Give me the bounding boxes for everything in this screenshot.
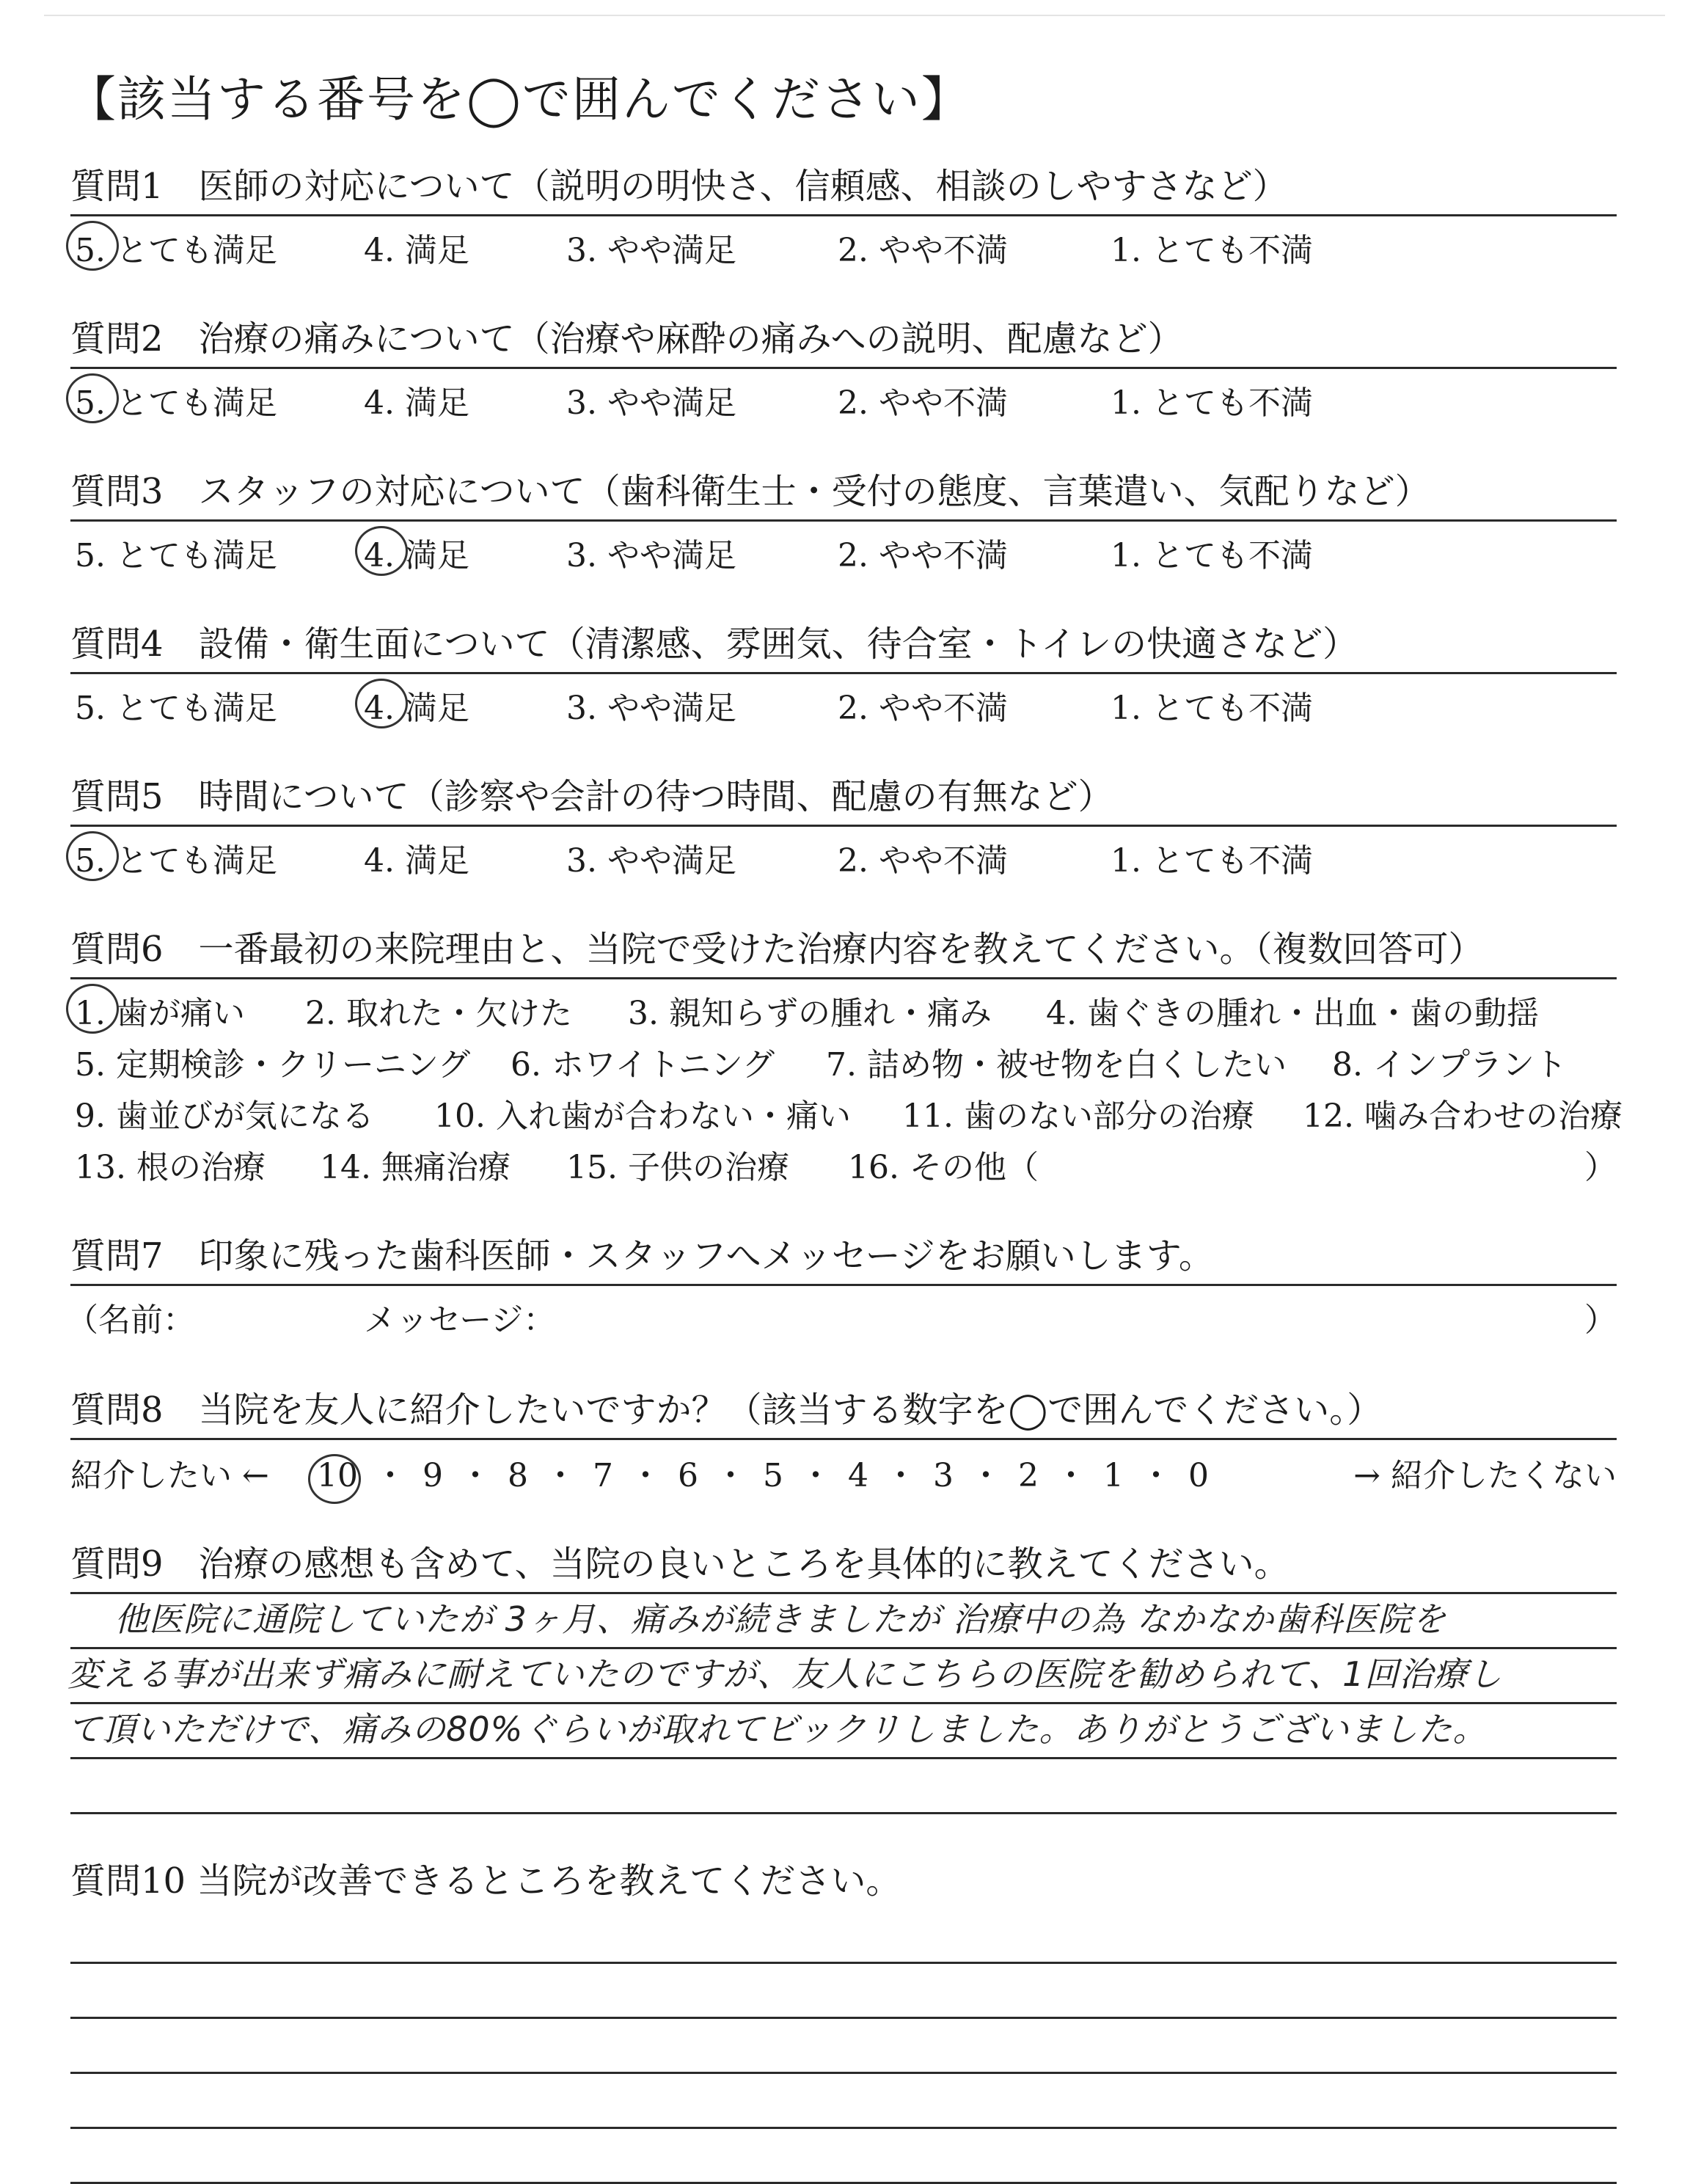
blank-answer-line xyxy=(70,1759,1617,1814)
question-5 xyxy=(70,764,1617,881)
question-6 xyxy=(70,917,1623,1186)
rating-option-selected[interactable]: 4. 満足 xyxy=(364,682,469,728)
scale-separator: ・ xyxy=(714,1457,747,1494)
rating-option[interactable]: 4. 満足 xyxy=(364,384,469,422)
question-8 xyxy=(70,1378,1617,1494)
close-paren: ） xyxy=(1584,1301,1617,1339)
question-title: 質問2 治療の痛みについて（治療や麻酔の痛みへの説明、配慮など） xyxy=(70,318,1183,359)
question-title: 質問1 医師の対応について（説明の明快さ、信頼感、相談のしやすさなど） xyxy=(70,166,1288,207)
rating-option[interactable]: 3. やや満足 xyxy=(566,842,736,880)
rating-option[interactable]: 5. とても満足 xyxy=(75,537,277,574)
top-border xyxy=(44,15,1665,16)
blank-answer-line xyxy=(70,2019,1617,2074)
question-9 xyxy=(67,1532,1617,1814)
reason-option[interactable]: 7. 詰め物・被せ物を白くしたい xyxy=(826,1046,1287,1084)
rating-option[interactable]: 3. やや満足 xyxy=(566,384,736,422)
answer-area xyxy=(67,1592,1617,1759)
name-label: （名前： xyxy=(66,1301,195,1339)
rating-option[interactable]: 3. やや満足 xyxy=(566,690,736,727)
scale-separator: ・ xyxy=(1055,1457,1087,1494)
recommend-scale xyxy=(70,1440,1617,1494)
reason-option[interactable]: 5. 定期検診・クリーニング xyxy=(75,1046,471,1084)
scale-separator: ・ xyxy=(1140,1457,1172,1494)
close-paren: ） xyxy=(1584,1149,1617,1186)
handwritten-answer-text: て頂いただけで、痛みの80%ぐらいが取れてビックリしました。ありがとうございました。 xyxy=(67,1709,1488,1749)
scale-separator: ・ xyxy=(374,1457,406,1494)
scale-number[interactable]: 6 xyxy=(678,1457,698,1494)
reason-row xyxy=(70,1141,1617,1185)
answer-line xyxy=(70,1594,1617,1649)
rating-option-selected[interactable]: 5. とても満足 xyxy=(75,834,277,881)
question-title: 質問3 スタッフの対応について（歯科衛生士・受付の態度、言葉遣い、気配りなど） xyxy=(70,471,1430,512)
reason-option[interactable]: 11. 歯のない部分の治療 xyxy=(902,1098,1254,1135)
reason-option[interactable]: 9. 歯並びが気になる xyxy=(75,1098,374,1135)
reason-option[interactable]: 4. 歯ぐきの腫れ・出血・歯の動揺 xyxy=(1046,995,1539,1032)
reason-row xyxy=(70,1038,1617,1082)
scale-number[interactable]: 2 xyxy=(1018,1457,1039,1494)
rating-option[interactable]: 2. やや不満 xyxy=(838,842,1008,880)
rating-option[interactable]: 4. 満足 xyxy=(364,232,469,269)
handwritten-answer-text: 変える事が出来ず痛みに耐えていたのですが、友人にこちらの医院を勧められて、1回治療し xyxy=(67,1654,1503,1694)
rating-option-selected[interactable]: 5. とても満足 xyxy=(75,376,277,423)
scale-separator: ・ xyxy=(459,1457,491,1494)
rating-option[interactable]: 1. とても不満 xyxy=(1111,842,1313,880)
rating-option-selected[interactable]: 5. とても満足 xyxy=(75,224,277,271)
question-1 xyxy=(70,154,1617,271)
reason-row xyxy=(70,1089,1623,1135)
scale-right-label: → 紹介したくない xyxy=(1353,1457,1617,1494)
scale-left-label: 紹介したい ← xyxy=(70,1457,269,1494)
rating-option[interactable]: 1. とても不満 xyxy=(1111,537,1313,574)
reason-option[interactable]: 13. 根の治療 xyxy=(75,1149,266,1186)
blank-answer-line xyxy=(70,2074,1617,2129)
reason-row xyxy=(70,987,1617,1031)
question-title: 質問6 一番最初の来院理由と、当院で受けた治療内容を教えてください。（複数回答可） xyxy=(70,929,1484,970)
scale-number[interactable]: 5 xyxy=(763,1457,783,1494)
rating-option[interactable]: 2. やや不満 xyxy=(838,537,1008,574)
reason-option[interactable]: 6. ホワイトニング xyxy=(511,1046,775,1084)
scale-number[interactable]: 0 xyxy=(1188,1457,1209,1494)
reason-option[interactable]: 2. 取れた・欠けた xyxy=(305,995,572,1032)
rating-option-selected[interactable]: 4. 満足 xyxy=(364,529,469,576)
question-title: 質問9 治療の感想も含めて、当院の良いところを具体的に教えてください。 xyxy=(70,1544,1290,1585)
reason-option-selected[interactable]: 1. 歯が痛い xyxy=(75,987,245,1034)
reason-option[interactable]: 16. その他（ xyxy=(848,1149,1039,1186)
question-title: 質問5 時間について（診察や会計の待つ時間、配慮の有無など） xyxy=(70,776,1113,817)
scale-separator: ・ xyxy=(544,1457,577,1494)
rating-option[interactable]: 1. とても不満 xyxy=(1111,384,1313,422)
scale-number[interactable]: 3 xyxy=(933,1457,954,1494)
rating-option[interactable]: 1. とても不満 xyxy=(1111,232,1313,269)
rating-option[interactable]: 5. とても満足 xyxy=(75,690,277,727)
handwritten-answer-text: 他医院に通院していたが 3ヶ月、痛みが続きましたが 治療中の為 なかなか歯科医院を xyxy=(114,1599,1447,1639)
rating-option[interactable]: 4. 満足 xyxy=(364,842,469,880)
scale-number[interactable]: 8 xyxy=(508,1457,528,1494)
question-10 xyxy=(70,1849,1617,2184)
scale-separator: ・ xyxy=(629,1457,662,1494)
answer-line xyxy=(67,1649,1617,1704)
question-3 xyxy=(70,459,1617,576)
blank-answer-line xyxy=(70,1964,1617,2019)
rating-option[interactable]: 3. やや満足 xyxy=(566,232,736,269)
scale-separator: ・ xyxy=(970,1457,1002,1494)
question-title: 質問7 印象に残った歯科医師・スタッフへメッセージをお願いします。 xyxy=(70,1235,1214,1277)
rating-option[interactable]: 2. やや不満 xyxy=(838,690,1008,727)
reason-option[interactable]: 15. 子供の治療 xyxy=(566,1149,789,1186)
scale-number-selected[interactable]: 10 xyxy=(317,1457,358,1494)
rating-option[interactable]: 3. やや満足 xyxy=(566,537,736,574)
question-2 xyxy=(70,307,1617,423)
instruction-header: 【該当する番号を◯で囲んでください】 xyxy=(67,71,971,128)
message-label: メッセージ： xyxy=(364,1301,556,1339)
scale-number[interactable]: 7 xyxy=(593,1457,613,1494)
answer-line xyxy=(67,1704,1617,1759)
scale-numbers xyxy=(317,1449,1225,1496)
blank-answer-line xyxy=(70,2129,1617,2184)
rating-option[interactable]: 2. やや不満 xyxy=(838,384,1008,422)
scale-number[interactable]: 4 xyxy=(848,1457,868,1494)
scale-separator: ・ xyxy=(885,1457,917,1494)
question-title: 質問10 当院が改善できるところを教えてください。 xyxy=(70,1860,901,1902)
scale-separator: ・ xyxy=(800,1457,832,1494)
blank-answer-line xyxy=(70,1909,1617,1964)
rating-option[interactable]: 1. とても不満 xyxy=(1111,690,1313,727)
rating-option[interactable]: 2. やや不満 xyxy=(838,232,1008,269)
scale-number[interactable]: 1 xyxy=(1103,1457,1124,1494)
reason-option[interactable]: 8. インプラント xyxy=(1332,1046,1567,1084)
question-title: 質問4 設備・衛生面について（清潔感、雰囲気、待合室・トイレの快適さなど） xyxy=(70,624,1358,665)
reason-option[interactable]: 3. 親知らずの腫れ・痛み xyxy=(628,995,992,1032)
question-title: 質問8 当院を友人に紹介したいですか？（該当する数字を◯で囲んでください。） xyxy=(70,1389,1383,1431)
question-7 xyxy=(66,1224,1617,1340)
reason-option[interactable]: 10. 入れ歯が合わない・痛い xyxy=(434,1098,851,1135)
question-4 xyxy=(70,612,1617,728)
reason-option[interactable]: 14. 無痛治療 xyxy=(320,1149,511,1186)
scale-number[interactable]: 9 xyxy=(422,1457,443,1494)
reason-option[interactable]: 12. 噛み合わせの治療 xyxy=(1303,1098,1623,1135)
